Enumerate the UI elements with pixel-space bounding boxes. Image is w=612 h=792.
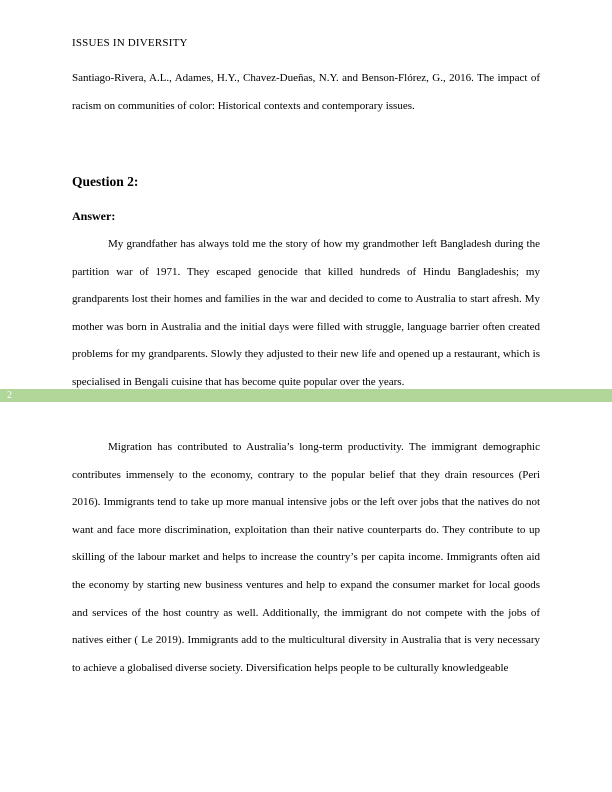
question-heading: Question 2: <box>72 174 139 189</box>
page-break-bar <box>0 389 612 402</box>
answer-paragraph-1: My grandfather has always told me the story of how my grandmother left Bangladesh during the partition war of 1971. They escaped genocide that killed hundreds of Hindu Bangladeshis; my grandparents lost their homes and families in the war and decided to come to Australia to start afresh. My mother was born in Australia and the initial days were filled with struggle, language barrier often created problems for my grandparents. Slowly they adjusted to their new life and opened up a restaurant, which is specialised in Bengali cuisine that has become quite popular over the years. <box>72 238 540 388</box>
page-number: 2 <box>7 390 12 401</box>
reference-entry: Santiago-Rivera, A.L., Adames, H.Y., Chavez-Dueñas, N.Y. and Benson-Flórez, G., 2016. The impact of racism on communities of color: Historical contexts and contemporary issues. <box>72 72 540 112</box>
answer-paragraph-2: Migration has contributed to Australia’s long-term productivity. The immigrant demographic contributes immensely to the economy, contrary to the popular belief that they drain resources (Peri 2016). Immigrants tend to take up more manual intensive jobs or the left over jobs that the natives do not want and face more discrimination, exploitation than their native counterparts do. They contribute to up skilling of the labour market and helps to increase the country’s per capita income. Immigrants often aid the economy by starting new business ventures and help to expand the consumer market for local goods and services of the host country as well. Additionally, the immigrant do not compete with the jobs of natives either ( Le 2019). Immigrants add to the multicultural diversity in Australia that is very necessary to achieve a globalised diverse society. Diversification helps people to be culturally knowledgeable <box>72 441 540 674</box>
answer-heading: Answer: <box>72 209 116 223</box>
running-head: ISSUES IN DIVERSITY <box>72 37 188 49</box>
